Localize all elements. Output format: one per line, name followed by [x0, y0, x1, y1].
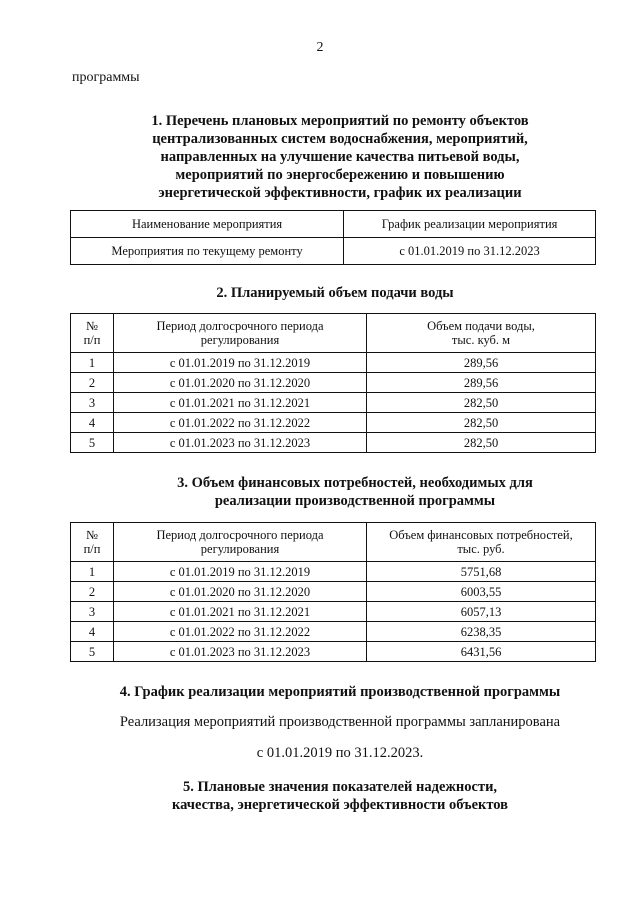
table-cell: с 01.01.2020 по 31.12.2020: [114, 582, 367, 602]
table-cell: 3: [71, 602, 114, 622]
section4-paragraph-line: с 01.01.2019 по 31.12.2023.: [256, 745, 424, 761]
table-cell: 282,50: [367, 433, 596, 453]
table-cell: 289,56: [367, 353, 596, 373]
table-row: [71, 642, 596, 662]
header-cell: [114, 314, 367, 353]
table-cell: с 01.01.2021 по 31.12.2021: [114, 393, 367, 413]
table-cell: 6238,35: [367, 622, 596, 642]
section1-title-line: направленных на улучшение качества питьевой воды,: [160, 149, 520, 165]
table-row: [71, 622, 596, 642]
section1-title-line: энергетической эффективности, график их реализации: [158, 185, 522, 201]
section4-paragraph-line: Реализация мероприятий производственной программы запланирована: [119, 714, 561, 730]
section5-title-line: качества, энергетической эффективности объектов: [171, 797, 509, 813]
section2-title: 2. Планируемый объем подачи воды: [216, 285, 454, 301]
header-text: Период долгосрочного периода регулирования: [156, 528, 324, 556]
table-row: [71, 393, 596, 413]
table-cell: с 01.01.2021 по 31.12.2021: [114, 602, 367, 622]
header-cell: Наименование мероприятия: [71, 211, 344, 238]
table-header-row: [71, 314, 596, 353]
table-cell: с 01.01.2019 по 31.12.2019: [114, 353, 367, 373]
table-cell: 282,50: [367, 413, 596, 433]
table-cell: с 01.01.2023 по 31.12.2023: [114, 642, 367, 662]
page-number: 2: [316, 40, 324, 55]
table-header-row: [71, 211, 596, 238]
lead-text: программы: [72, 70, 140, 85]
section4-title: 4. График реализации мероприятий производственной программы: [119, 684, 561, 700]
header-cell: График реализации мероприятия: [344, 211, 596, 238]
table-cell: 5751,68: [367, 562, 596, 582]
table-cell: 1: [71, 353, 114, 373]
header-text: Объем подачи воды, тыс. куб. м: [427, 319, 535, 347]
table-cell: 2: [71, 582, 114, 602]
header-text: Период долгосрочного периода регулирования: [156, 319, 324, 347]
table-row: [71, 373, 596, 393]
table-cell: 5: [71, 642, 114, 662]
header-cell: [71, 523, 114, 562]
table-row: [71, 413, 596, 433]
section3-title: [100, 474, 610, 510]
table-cell: Мероприятия по текущему ремонту: [71, 238, 344, 265]
table-cell: 1: [71, 562, 114, 582]
table-cell: с 01.01.2019 по 31.12.2023: [344, 238, 596, 265]
section1-title-line: мероприятий по энергосбережению и повышению: [175, 167, 505, 183]
header-text: № п/п: [83, 319, 101, 347]
header-cell: [367, 523, 596, 562]
section3-title-line: 3. Объем финансовых потребностей, необходимых для: [177, 475, 533, 491]
table-cell: 5: [71, 433, 114, 453]
section1-title: [120, 112, 560, 202]
table-cell: 6057,13: [367, 602, 596, 622]
table-cell: с 01.01.2020 по 31.12.2020: [114, 373, 367, 393]
table-cell: 2: [71, 373, 114, 393]
table-cell: 4: [71, 413, 114, 433]
header-cell: [114, 523, 367, 562]
table-header-row: [71, 523, 596, 562]
table-row: [71, 353, 596, 373]
table-cell: 6003,55: [367, 582, 596, 602]
table-cell: 282,50: [367, 393, 596, 413]
table-cell: 6431,56: [367, 642, 596, 662]
table-cell: с 01.01.2022 по 31.12.2022: [114, 413, 367, 433]
section1-title-line: централизованных систем водоснабжения, мероприятий,: [152, 131, 528, 147]
table-cell: 3: [71, 393, 114, 413]
water-supply-table: [70, 313, 596, 453]
section3-title-line: реализации производственной программы: [214, 493, 496, 509]
header-cell: [71, 314, 114, 353]
financial-needs-table: [70, 522, 596, 662]
table-row: [71, 433, 596, 453]
header-cell: [367, 314, 596, 353]
table-cell: с 01.01.2019 по 31.12.2019: [114, 562, 367, 582]
activities-table: [70, 210, 596, 265]
table-row: [71, 238, 596, 265]
table-cell: с 01.01.2022 по 31.12.2022: [114, 622, 367, 642]
header-text: № п/п: [83, 528, 101, 556]
table-cell: с 01.01.2023 по 31.12.2023: [114, 433, 367, 453]
section5-title-line: 5. Плановые значения показателей надежности,: [182, 779, 498, 795]
section5-title: [130, 778, 550, 814]
table-cell: 289,56: [367, 373, 596, 393]
table-row: [71, 582, 596, 602]
table-row: [71, 602, 596, 622]
table-row: [71, 562, 596, 582]
section1-title-line: 1. Перечень плановых мероприятий по ремонту объектов: [151, 113, 529, 129]
table-cell: 4: [71, 622, 114, 642]
header-text: Объем финансовых потребностей, тыс. руб.: [389, 528, 573, 556]
